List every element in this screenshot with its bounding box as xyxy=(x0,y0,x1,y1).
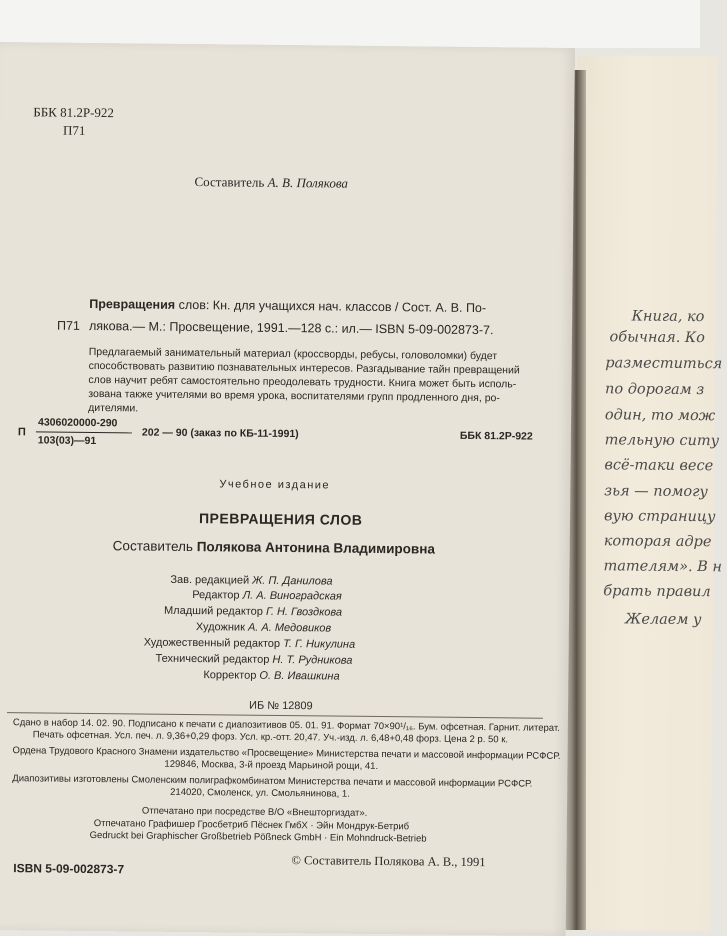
annotation-line-2: лякова.— М.: Просвещение, 1991.—128 с.: ил.— ISBN 5-09-002873-7. xyxy=(88,318,494,338)
fraction-line xyxy=(36,431,132,433)
right-line: вую страницу xyxy=(603,508,716,526)
background-strip xyxy=(0,0,700,48)
credit-role: Младший редактор xyxy=(163,604,264,618)
right-line: тельную ситу xyxy=(604,432,720,450)
fraction-denominator: 103(03)—91 xyxy=(37,434,97,448)
credit-line xyxy=(203,669,339,682)
imprint-line: Ордена Трудового Красного Знамени издательство «Просвещение» Министерства печати и массовой информации РСФСР. xyxy=(12,745,561,762)
description-line: дителями. xyxy=(88,401,139,415)
credit-name: Г. Н. Гвоздкова xyxy=(265,605,343,619)
p-letter: П xyxy=(17,426,26,439)
imprint-line: Диапозитивы изготовлены Смоленским полиграфкомбинатом Министерства печати и массовой информации РСФСР. xyxy=(12,773,533,790)
compiler-line xyxy=(194,174,348,192)
credit-name: А. А. Медовиков xyxy=(247,621,332,635)
description-line: слов научит ребят самостоятельно преодолевать трудности. Книга может быть исполь- xyxy=(88,373,517,391)
right-line: один, то мож xyxy=(604,407,716,425)
imprint-line: Отпечатано при посредстве В/О «Внешторгиздат». xyxy=(141,805,368,819)
description-line: Предлагаемый занимательный материал (кроссворды, ребусы, головоломки) будет xyxy=(88,345,498,363)
imprint-line: 129846, Москва, 3-й проезд Марьиной рощи, 41. xyxy=(164,758,379,772)
credit-line xyxy=(192,589,342,603)
credit-role: Редактор xyxy=(192,589,240,602)
credit-role: Художественный редактор xyxy=(143,636,281,650)
compiler-full-line xyxy=(113,538,435,556)
bbk-right: ББК 81.2Р-922 xyxy=(459,429,533,443)
right-line: которая адре xyxy=(603,533,712,551)
right-line: тателям». В н xyxy=(603,558,723,576)
right-line: разместиться xyxy=(605,355,723,373)
annotation-title: Превращения xyxy=(89,296,176,312)
ib-number: ИБ № 12809 xyxy=(249,699,313,713)
credit-name: Н. Т. Рудникова xyxy=(272,653,353,667)
compiler-full-name: Полякова Антонина Владимировна xyxy=(196,539,435,557)
right-line: обычная. Ко xyxy=(609,329,705,347)
credit-line xyxy=(144,637,356,651)
fraction-numerator: 4306020000-290 xyxy=(37,416,118,430)
right-line: зья — помогу xyxy=(604,483,708,501)
imprint-line: Печать офсетная. Усл. печ. л. 9,36+0,29 форз. Усл. кр.-отт. 20,47. Уч.-изд. л. 6,48+0,48 форз. Цена 2 р. 50 к. xyxy=(32,729,509,746)
compiler-label: Составитель xyxy=(194,174,265,190)
order-number: 202 — 90 (заказ по КБ-11-1991) xyxy=(141,426,299,441)
compiler-name: А. В. Полякова xyxy=(267,174,349,191)
credit-line xyxy=(170,574,332,588)
annotation-line-1 xyxy=(89,297,486,315)
credit-name: Ж. П. Данилова xyxy=(252,574,333,588)
credit-name: Л. А. Виноградская xyxy=(242,589,342,603)
credit-role: Зав. редакцией xyxy=(170,573,250,587)
compiler-full-label: Составитель xyxy=(112,538,194,555)
description-line: зована также учителями во время урока, воспитателями групп продленного дня, ро- xyxy=(88,387,500,405)
right-line: всё-таки весе xyxy=(604,457,714,475)
right-line: брать правил xyxy=(603,583,711,601)
edition-type: Учебное издание xyxy=(219,478,331,492)
description-line: способствовать развитию познавательных интересов. Разгадывание тайн превращений xyxy=(88,359,520,377)
left-page xyxy=(0,42,575,936)
credit-role: Технический редактор xyxy=(155,652,270,666)
imprint-line: Gedruckt bei Graphischer Großbetrieb Pößneck GmbH · Ein Mohndruck-Betrieb xyxy=(89,829,427,845)
credit-line xyxy=(155,653,352,667)
credit-role: Художник xyxy=(195,621,245,634)
imprint-line: 214020, Смоленск, ул. Смольянинова, 1. xyxy=(170,786,350,800)
author-mark: П71 xyxy=(63,122,86,138)
copyright: © Составитель Полякова А. В., 1991 xyxy=(291,853,486,870)
isbn: ISBN 5-09-002873-7 xyxy=(13,861,125,877)
imprint-line: Отпечатано Графишер Гросбетриб Пёснек ГмбХ · Эйн Мондрук-Бетриб xyxy=(93,818,410,833)
bbk-code: ББК 81.2Р-922 xyxy=(33,104,115,121)
credit-name: Т. Г. Никулина xyxy=(283,637,356,651)
right-line: Желаем у xyxy=(625,611,702,629)
right-page xyxy=(570,55,723,931)
credit-line xyxy=(164,605,342,619)
right-line: Книга, ко xyxy=(631,308,705,326)
annotation-mark: П71 xyxy=(56,318,80,333)
right-line: по дорогам з xyxy=(605,381,705,399)
credit-name: О. В. Ивашкина xyxy=(259,669,340,683)
book-title: ПРЕВРАЩЕНИЯ СЛОВ xyxy=(198,510,363,528)
annotation-title-rest: слов: Кн. для учащихся нач. классов / Сост. А. В. По- xyxy=(178,297,487,316)
imprint-line: Сдано в набор 14. 02. 90. Подписано к печати с диапозитивов 05. 01. 91. Формат 70×90¹/₁₆. Бум. офсетная. Гарнит. литерат. xyxy=(12,717,560,734)
credit-line xyxy=(196,621,331,634)
credit-role: Корректор xyxy=(203,669,257,682)
